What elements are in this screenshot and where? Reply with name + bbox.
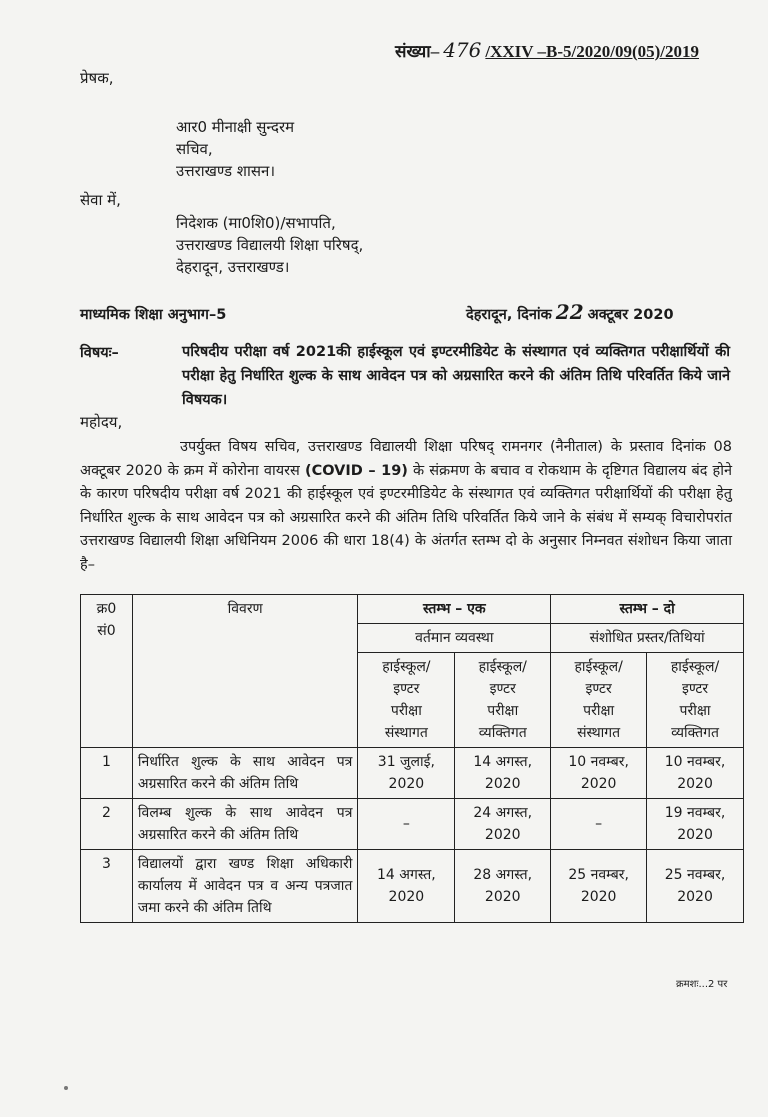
table-cell: – [551, 799, 647, 850]
schedule-table [80, 594, 744, 923]
row-description: निर्धारित शुल्क के साथ आवेदन पत्र अग्रसारित करने की अंतिम तिथि [132, 748, 358, 799]
date-month-year: अक्टूबर 2020 [587, 307, 674, 323]
reference-suffix: /XXIV –B-5/2020/09(05)/2019 [485, 42, 699, 61]
body-part-1: उपर्युक्त विषय सचिव, उत्तराखण्ड विद्यालयी शिक्षा परिषद् रामनगर (नैनीताल) के प्रस्ताव दिनांक 08 अक्टूबर 2020 के क्रम में कोरोना वायरस [80, 439, 732, 479]
handwritten-day: 22 [555, 300, 584, 324]
column-one-header: स्तम्भ – एक [358, 595, 551, 624]
table-cell: 25 नवम्बर, 2020 [647, 850, 744, 923]
continued-note: क्रमशः...2 पर [676, 979, 728, 990]
row-number: 1 [81, 748, 133, 799]
row-description: विद्यालयों द्वारा खण्ड शिक्षा अधिकारी कार्यालय में आवेदन पत्र व अन्य पत्रजात जमा करने की अंतिम तिथि [132, 850, 358, 923]
table-cell: 10 नवम्बर, 2020 [647, 748, 744, 799]
table-cell: 24 अगस्त, 2020 [455, 799, 551, 850]
sender-designation: सचिव, [176, 140, 213, 158]
desc-header: विवरण [132, 595, 358, 748]
table-cell: 14 अगस्त, 2020 [455, 748, 551, 799]
col-header: हाईस्कूल/ इण्टर परीक्षा संस्थागत [358, 653, 455, 748]
date-place: देहरादून, दिनांक [466, 307, 552, 323]
body-paragraph [80, 436, 732, 577]
subject-label: विषयः– [80, 345, 119, 361]
recipient-block [176, 212, 363, 278]
recipient-place: देहरादून, उत्तराखण्ड। [176, 258, 290, 276]
sno-header: क्र0 सं0 [81, 595, 133, 748]
sender-name: आर0 मीनाक्षी सुन्दरम [176, 118, 295, 136]
table-cell: 14 अगस्त, 2020 [358, 850, 455, 923]
table-row [81, 799, 744, 850]
col-header: हाईस्कूल/ इण्टर परीक्षा व्यक्तिगत [455, 653, 551, 748]
scan-speck [64, 1086, 68, 1090]
covid-term: (COVID – 19) [304, 462, 408, 479]
section-name: माध्यमिक शिक्षा अनुभाग–5 [80, 307, 227, 323]
table-cell: 19 नवम्बर, 2020 [647, 799, 744, 850]
row-description: विलम्ब शुल्क के साथ आवेदन पत्र अग्रसारित करने की अंतिम तिथि [132, 799, 358, 850]
subject-text: परिषदीय परीक्षा वर्ष 2021की हाईस्कूल एवं इण्टरमीडियेट के संस्थागत एवं व्यक्तिगत परीक्षार्थियों की परीक्षा हेतु निर्धारित शुल्क के साथ आवेदन पत्र को अग्रसारित करने की अंतिम तिथि परिवर्तित किये जाने विषयक। [182, 344, 730, 408]
sender-label: प्रेषक, [80, 69, 114, 87]
col-header: हाईस्कूल/ इण्टर परीक्षा व्यक्तिगत [647, 653, 744, 748]
sender-block [176, 116, 294, 182]
recipient-label: सेवा में, [80, 191, 121, 209]
recipient-designation: निदेशक (मा0शि0)/सभापति, [176, 214, 336, 232]
table-cell: – [358, 799, 455, 850]
table-cell: 10 नवम्बर, 2020 [551, 748, 647, 799]
col-header: हाईस्कूल/ इण्टर परीक्षा संस्थागत [551, 653, 647, 748]
revised-dates-header: संशोधित प्रस्तर/तिथियां [551, 624, 744, 653]
recipient-office: उत्तराखण्ड विद्यालयी शिक्षा परिषद्, [176, 236, 364, 254]
row-number: 2 [81, 799, 133, 850]
handwritten-number: 476 [443, 38, 482, 62]
table-row [81, 850, 744, 923]
column-two-header: स्तम्भ – दो [551, 595, 744, 624]
current-arrangement-header: वर्तमान व्यवस्था [358, 624, 551, 653]
table-row [81, 748, 744, 799]
table-cell: 25 नवम्बर, 2020 [551, 850, 647, 923]
reference-prefix: संख्या– [395, 42, 440, 61]
body-part-2: के संक्रमण के बचाव व रोकथाम के दृष्टिगत विद्यालय बंद होने के कारण परिषदीय परीक्षा वर्ष 2021 की हाईस्कूल एवं इण्टरमीडियेट के संस्थागत एवं व्यक्तिगत परीक्षार्थियों की परीक्षा हेतु निर्धारित शुल्क के साथ आवेदन पत्र को अग्रसारित करने की अंतिम तिथि परिवर्तित किये जाने के संबंध में सम्यक् विचारोपरांत उत्तराखण्ड विद्यालयी शिक्षा अधिनियम 2006 की धारा 18(4) के अंतर्गत स्तम्भ दो के अनुसार निम्नवत संशोधन किया जाता है– [80, 462, 733, 573]
reference-number [395, 38, 699, 62]
row-number: 3 [81, 850, 133, 923]
table-cell: 28 अगस्त, 2020 [455, 850, 551, 923]
letter-date [466, 300, 674, 324]
salutation: महोदय, [80, 413, 123, 431]
table-header-row [81, 595, 744, 624]
table-cell: 31 जुलाई, 2020 [358, 748, 455, 799]
sender-office: उत्तराखण्ड शासन। [176, 162, 276, 180]
